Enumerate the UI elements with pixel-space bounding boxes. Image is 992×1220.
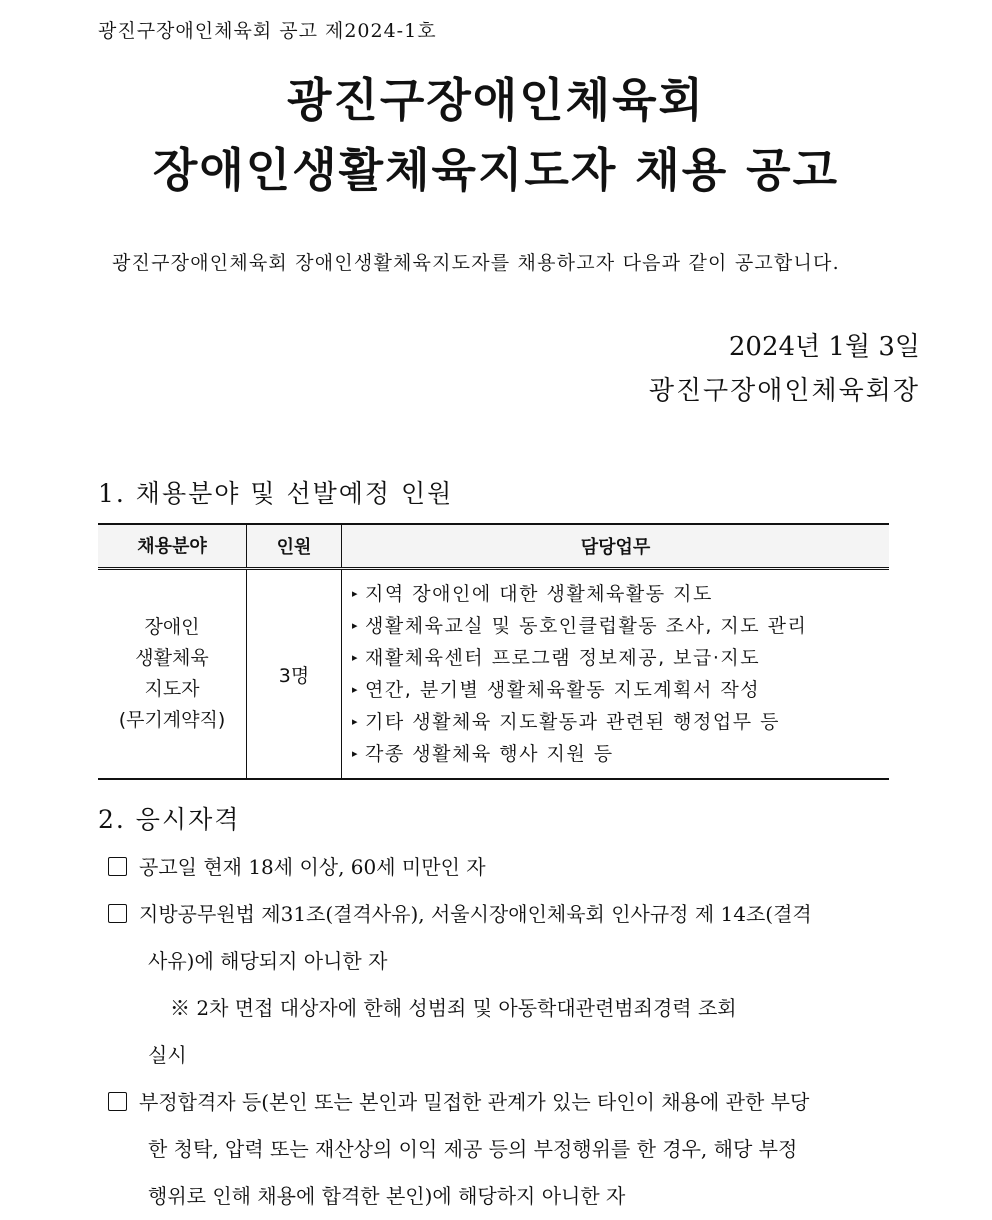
duty-text: 재활체육센터 프로그램 정보제공, 보급·지도: [365, 647, 761, 669]
qualification-note: [108, 985, 908, 1079]
table-header-row: [98, 524, 889, 569]
field-cell: [98, 569, 247, 780]
duty-item: [352, 674, 889, 706]
qualification-text: 부정합격자 등(본인 또는 본인과 밀접한 관계가 있는 타인이 채용에 관한 부당: [139, 1090, 810, 1114]
field-line: 생활체육: [135, 647, 209, 669]
announcement-date: 2024년 1월 3일: [728, 332, 920, 362]
qualification-text: 공고일 현재 18세 이상, 60세 미만인 자: [139, 855, 486, 879]
qualification-continuation: 사유)에 해당되지 아니한 자: [148, 949, 388, 973]
field-line: (무기계약직): [118, 709, 226, 731]
header-field: 채용분야: [98, 524, 247, 569]
qualification-item: [108, 891, 908, 985]
duty-text: 지역 장애인에 대한 생활체육활동 지도: [365, 583, 713, 605]
duty-item: [352, 642, 889, 674]
checkbox-square-icon: [108, 857, 127, 876]
recruitment-table: [98, 523, 889, 780]
qualification-continuation: 한 청탁, 압력 또는 재산상의 이익 제공 등의 부정행위를 한 경우, 해당 부정: [148, 1137, 798, 1161]
duties-list: [352, 578, 889, 770]
triangle-bullet-icon: ▸: [352, 715, 360, 728]
note-text: ※ 2차 면접 대상자에 한해 성범죄 및 아동학대관련범죄경력 조회: [170, 996, 737, 1020]
header-duties: 담당업무: [342, 524, 890, 569]
duty-text: 각종 생활체육 행사 지원 등: [365, 743, 614, 765]
qualification-text: 지방공무원법 제31조(결격사유), 서울시장애인체육회 인사규정 제 14조(결격: [139, 902, 812, 926]
count-cell: 3명: [247, 569, 342, 780]
signer-name: 광진구장애인체육회장: [648, 376, 920, 406]
qualification-line: [108, 844, 908, 891]
duty-text: 생활체육교실 및 동호인클럽활동 조사, 지도 관리: [365, 615, 808, 637]
intro-text: 광진구장애인체육회 장애인생활체육지도자를 채용하고자 다음과 같이 공고합니다.: [112, 252, 840, 274]
triangle-bullet-icon: ▸: [352, 747, 360, 760]
checkbox-square-icon: [108, 904, 127, 923]
duties-cell: [342, 569, 890, 780]
section2-heading: 2. 응시자격: [98, 805, 241, 834]
duty-item: [352, 738, 889, 770]
duty-text: 연간, 분기별 생활체육활동 지도계획서 작성: [365, 679, 761, 701]
triangle-bullet-icon: ▸: [352, 587, 360, 600]
checkbox-square-icon: [108, 1092, 127, 1111]
page-title-line1: 광진구장애인체육회: [287, 73, 705, 127]
qualification-line: [108, 1079, 908, 1126]
duty-text: 기타 생활체육 지도활동과 관련된 행정업무 등: [365, 711, 780, 733]
triangle-bullet-icon: ▸: [352, 683, 360, 696]
triangle-bullet-icon: ▸: [352, 651, 360, 664]
field-line: 장애인: [144, 616, 200, 638]
table-row: [98, 569, 889, 780]
duty-item: [352, 610, 889, 642]
header-count: 인원: [247, 524, 342, 569]
duty-item: [352, 706, 889, 738]
document-number: 광진구장애인체육회 공고 제2024-1호: [98, 20, 437, 42]
triangle-bullet-icon: ▸: [352, 619, 360, 632]
field-line: 지도자: [144, 678, 200, 700]
qualification-line: [108, 891, 908, 938]
section1-heading: 1. 채용분야 및 선발예정 인원: [98, 479, 454, 508]
qualification-continuation: 행위로 인해 채용에 합격한 본인)에 해당하지 아니한 자: [148, 1184, 626, 1208]
qualification-item: [108, 1079, 908, 1220]
page-title-line2: 장애인생활체육지도자 채용 공고: [152, 143, 840, 197]
note-continuation: 실시: [148, 1043, 187, 1067]
qualification-item: [108, 844, 908, 891]
duty-item: [352, 578, 889, 610]
